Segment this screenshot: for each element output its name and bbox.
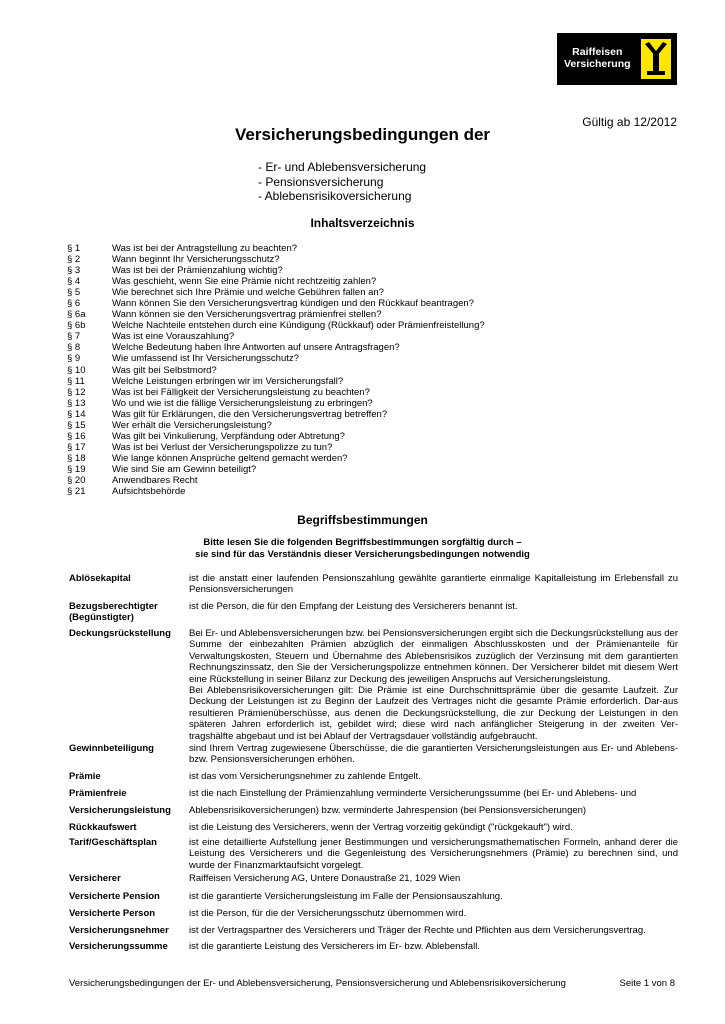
valid-from: Gültig ab 12/2012 (582, 115, 677, 129)
toc-entry-number: § 10 (67, 364, 86, 376)
toc-entry-number: § 18 (67, 452, 86, 464)
toc-entry-number: § 7 (67, 331, 81, 343)
toc-entry (67, 342, 485, 353)
raiffeisen-logo (557, 33, 677, 85)
toc-entry (67, 309, 485, 320)
toc-entry-number: § 20 (67, 474, 86, 486)
definition-text (189, 891, 678, 902)
raiffeisen-gable-icon (641, 39, 671, 79)
logo-line1: Raiffeisen (572, 46, 623, 58)
toc-entry (67, 486, 485, 497)
logo-wordmark (564, 46, 631, 70)
toc-entry-title: Wo und wie ist die fällige Versicherungsleistung zu erbringen? (112, 397, 373, 409)
toc-entry-title: Was geschieht, wenn Sie eine Prämie nicht rechtzeitig zahlen? (112, 276, 377, 288)
toc-entry (67, 320, 485, 331)
insurance-type-item: - Ablebensrisikoversicherung (258, 189, 412, 203)
toc-heading: Inhaltsverzeichnis (310, 216, 415, 230)
definition-text (189, 925, 678, 936)
toc-entry-number: § 17 (67, 441, 86, 453)
toc-entry (67, 276, 485, 287)
definition-text (189, 771, 678, 782)
toc-entry-title: Welche Leistungen erbringen wir im Versicherungsfall? (112, 375, 344, 387)
definition-text (189, 628, 678, 742)
toc-entry-title: Was ist bei der Antragstellung zu beachten? (112, 243, 298, 254)
definition-paragraph: ist eine detaillierte Aufstellung jener Bestimmungen und versicherungsmathematischen Formeln, anhand derer die Leistung des Versicherers und die Gegenleistung des Versicherungsnehmers (Prämie) zu berechnen sind, und wurde der Finanzmarktaufsicht vorgelegt. (189, 837, 678, 871)
toc-entry (67, 453, 485, 464)
toc-entry-number: § 11 (67, 375, 85, 387)
definition-term: Prämienfreie (69, 788, 127, 799)
toc-entry-number: § 21 (67, 486, 86, 498)
toc-entry-number: § 1 (67, 243, 81, 254)
definition-text (189, 743, 678, 766)
toc-entry-title: Aufsichtsbehörde (112, 486, 186, 498)
insurance-type-item: - Er- und Ablebensversicherung (258, 160, 427, 174)
toc-entry (67, 409, 485, 420)
toc-entry (67, 442, 485, 453)
toc-entry-number: § 19 (67, 463, 86, 475)
definition-term: Deckungsrückstellung (69, 628, 171, 639)
insurance-type-item: - Pensionsversicherung (258, 174, 384, 189)
definition-text (189, 941, 678, 952)
toc-entry-number: § 8 (67, 342, 81, 354)
definition-paragraph: ist die garantierte Versicherungsleistung im Falle der Pensionsauszahlung. (189, 891, 503, 902)
definition-term: Versicherte Person (69, 908, 156, 919)
toc-entry (67, 287, 485, 298)
toc-entry-title: Anwendbares Recht (112, 474, 198, 486)
definition-term: Versicherungssumme (69, 941, 168, 952)
intro-line-1: Bitte lesen Sie die folgenden Begriffsbestimmungen sorgfältig durch – (203, 537, 522, 548)
toc-entry (67, 464, 485, 475)
toc-entry (67, 265, 485, 276)
definition-text (189, 837, 678, 871)
toc-entry (67, 475, 485, 486)
definitions-intro (0, 537, 725, 561)
toc-entry (67, 376, 485, 387)
definition-paragraph: ist die garantierte Leistung des Versicherers im Er- bzw. Ablebensfall. (189, 941, 480, 952)
definition-paragraph: ist die Person, die für den Empfang der Leistung des Versicherers benannt ist. (189, 601, 518, 612)
definition-term: Versicherte Pension (69, 891, 160, 902)
toc-entry-number: § 6 (67, 298, 81, 310)
toc-entry-number: § 15 (67, 419, 86, 431)
toc-entry-title: Wie lange können Ansprüche geltend gemacht werden? (112, 452, 348, 464)
toc-entry-title: Wie berechnet sich Ihre Prämie und welche Gebühren fallen an? (112, 287, 384, 299)
toc-entry (67, 431, 485, 442)
definition-paragraph: Ablebensrisikoversicherungen) bzw. verminderte Jahrespension (bei Pensionsversicherungen) (189, 805, 587, 816)
definition-text (189, 788, 678, 799)
toc-entry-title: Was gilt bei Vinkulierung, Verpfändung oder Abtretung? (112, 430, 345, 442)
definition-term: Gewinnbeteiligung (69, 743, 154, 754)
toc-entry-title: Was gilt bei Selbstmord? (112, 364, 217, 376)
toc-entry-title: Wann können sie den Versicherungsvertrag prämienfrei stellen? (112, 309, 382, 321)
toc-entry-title: Wann beginnt Ihr Versicherungsschutz? (112, 254, 280, 266)
definition-paragraph: ist die nach Einstellung der Prämienzahlung verminderte Versicherungssumme (bei Er- und Ablebens- und (189, 788, 637, 799)
toc-entry-title: Was ist bei Verlust der Versicherungspolizze zu tun? (112, 441, 333, 453)
toc-entry-title: Was ist bei der Prämienzahlung wichtig? (112, 265, 283, 277)
toc-entry-number: § 13 (67, 397, 86, 409)
definition-paragraph: Bei Er- und Ablebensversicherungen bzw. bei Pensionsversicherungen ergibt sich die Deckungsrückstellung aus der Summe der einbezahlten Prämien abzüglich der einmaligen Abschlusskosten und der Prämienanteile für Verwaltungskosten, Steuern und Übernahme des Ablebensrisikos zuzüglich der Verzinsung mit dem garantierten Rechnungszinssatz, den Sie der Versicherungspolizze entnehmen können. Der Versicherer bildet mit diesem Wert eine Rückstellung in seiner Bilanz zur Deckung des jeweiligen Anspruchs auf Versicherungsleistung. (189, 628, 679, 685)
toc-entry (67, 331, 485, 342)
document-title: Versicherungsbedingungen der (234, 125, 491, 144)
toc-entry-number: § 9 (67, 353, 81, 365)
toc-entry-number: § 2 (67, 254, 81, 266)
definition-text (189, 805, 678, 816)
definitions-heading: Begriffsbestimmungen (297, 513, 428, 527)
toc-entry-number: § 6b (67, 320, 86, 332)
definition-paragraph: ist die Person, für die der Versicherungsschutz übernommen wird. (189, 908, 467, 919)
definition-term: Prämie (69, 771, 101, 782)
definition-paragraph: Bei Ablebensrisikoversicherungen gilt: Die Prämie ist eine Durchschnittsprämie über die gesamte Laufzeit. Zur Deckung der Leistungen ist zu Beginn der Laufzeit des Vertrages nicht die gesamte Prämie erforderlich. Dar-aus resultieren Prämienüberschüsse, aus denen die Deckungsrückstellung, die zur Deckung der Leistungen in den späteren Jahren erforderlich ist, gebildet wird; diese wird nach anfänglicher Steigerung in der zweiten Ver-tragshälfte abgebaut und ist bei Ablauf der Vertragsdauer vollständig aufgebraucht. (189, 685, 678, 742)
definition-paragraph: Raiffeisen Versicherung AG, Untere Donaustraße 21, 1029 Wien (189, 873, 461, 884)
toc-entry-title: Was ist eine Vorauszahlung? (112, 331, 235, 343)
toc-entry-title: Was gilt für Erklärungen, die den Versicherungsvertrag betreffen? (112, 408, 388, 420)
definition-term: Tarif/Geschäftsplan (69, 837, 157, 848)
table-of-contents (67, 243, 485, 497)
definition-term: Versicherer (69, 873, 121, 884)
definition-term: Versicherungsleistung (69, 805, 171, 816)
definition-paragraph: ist die Leistung des Versicherers, wenn der Vertrag vorzeitig gekündigt ("rückgekauft") wird. (189, 822, 573, 833)
definition-term: Rückkaufswert (69, 822, 137, 833)
toc-entry (67, 254, 485, 265)
definition-text (189, 573, 678, 596)
toc-entry-title: Welche Nachteile entstehen durch eine Kündigung (Rückkauf) oder Prämienfreistellung? (112, 320, 485, 332)
toc-entry (67, 420, 485, 431)
toc-entry (67, 298, 485, 309)
definition-term: Ablösekapital (69, 573, 131, 584)
logo-line2: Versicherung (564, 58, 631, 70)
toc-entry-title: Wer erhält die Versicherungsleistung? (112, 419, 272, 431)
definition-term: Versicherungsnehmer (69, 925, 169, 936)
page-number: Seite 1 von 8 (619, 978, 675, 989)
toc-entry-number: § 3 (67, 265, 81, 277)
definition-text (189, 601, 678, 612)
toc-entry-number: § 16 (67, 430, 86, 442)
definition-text (189, 873, 678, 884)
definition-paragraph: ist die anstatt einer laufenden Pensionszahlung gewählte garantierte einmalige Kapitalleistung im Erlebensfall zu Pensionsversicherungen (189, 573, 678, 596)
toc-entry-title: Welche Bedeutung haben Ihre Antworten auf unsere Antragsfragen? (112, 342, 400, 354)
toc-entry-number: § 14 (67, 408, 86, 420)
definition-paragraph: ist das vom Versicherungsnehmer zu zahlende Entgelt. (189, 771, 421, 782)
toc-entry (67, 398, 485, 409)
toc-entry-title: Wie umfassend ist Ihr Versicherungsschutz? (112, 353, 299, 365)
toc-entry-title: Wie sind Sie am Gewinn beteiligt? (112, 463, 257, 475)
toc-entry (67, 365, 485, 376)
toc-entry (67, 387, 485, 398)
toc-entry-number: § 6a (67, 309, 86, 321)
toc-entry (67, 243, 485, 254)
footer-title: Versicherungsbedingungen der Er- und Ablebensversicherung, Pensionsversicherung und Ablebensrisikoversicherung (69, 978, 566, 989)
definition-text (189, 822, 678, 833)
toc-entry-number: § 4 (67, 276, 81, 288)
toc-entry-title: Was ist bei Fälligkeit der Versicherungsleistung zu beachten? (112, 386, 370, 398)
page-footer (69, 978, 675, 989)
toc-entry-number: § 12 (67, 386, 86, 398)
intro-line-2: sie sind für das Verständnis dieser Versicherungsbedingungen notwendig (195, 549, 530, 560)
definition-text (189, 908, 678, 919)
definition-paragraph: sind Ihrem Vertrag zugewiesene Überschüsse, die die garantierten Versicherungsleistungen aus Er- und Ablebens- bzw. Pensionsversicherungen erhöhen. (189, 743, 678, 766)
toc-entry-title: Wann können Sie den Versicherungsvertrag kündigen und den Rückkauf beantragen? (112, 298, 474, 310)
toc-entry (67, 353, 485, 364)
definition-paragraph: ist der Vertragspartner des Versicherers und Träger der Rechte und Pflichten aus dem Versicherungsvertrag. (189, 925, 646, 936)
insurance-types-list (258, 160, 426, 204)
definition-term: Bezugsberechtigter (Begünstigter) (69, 601, 158, 624)
toc-entry-number: § 5 (67, 287, 81, 299)
